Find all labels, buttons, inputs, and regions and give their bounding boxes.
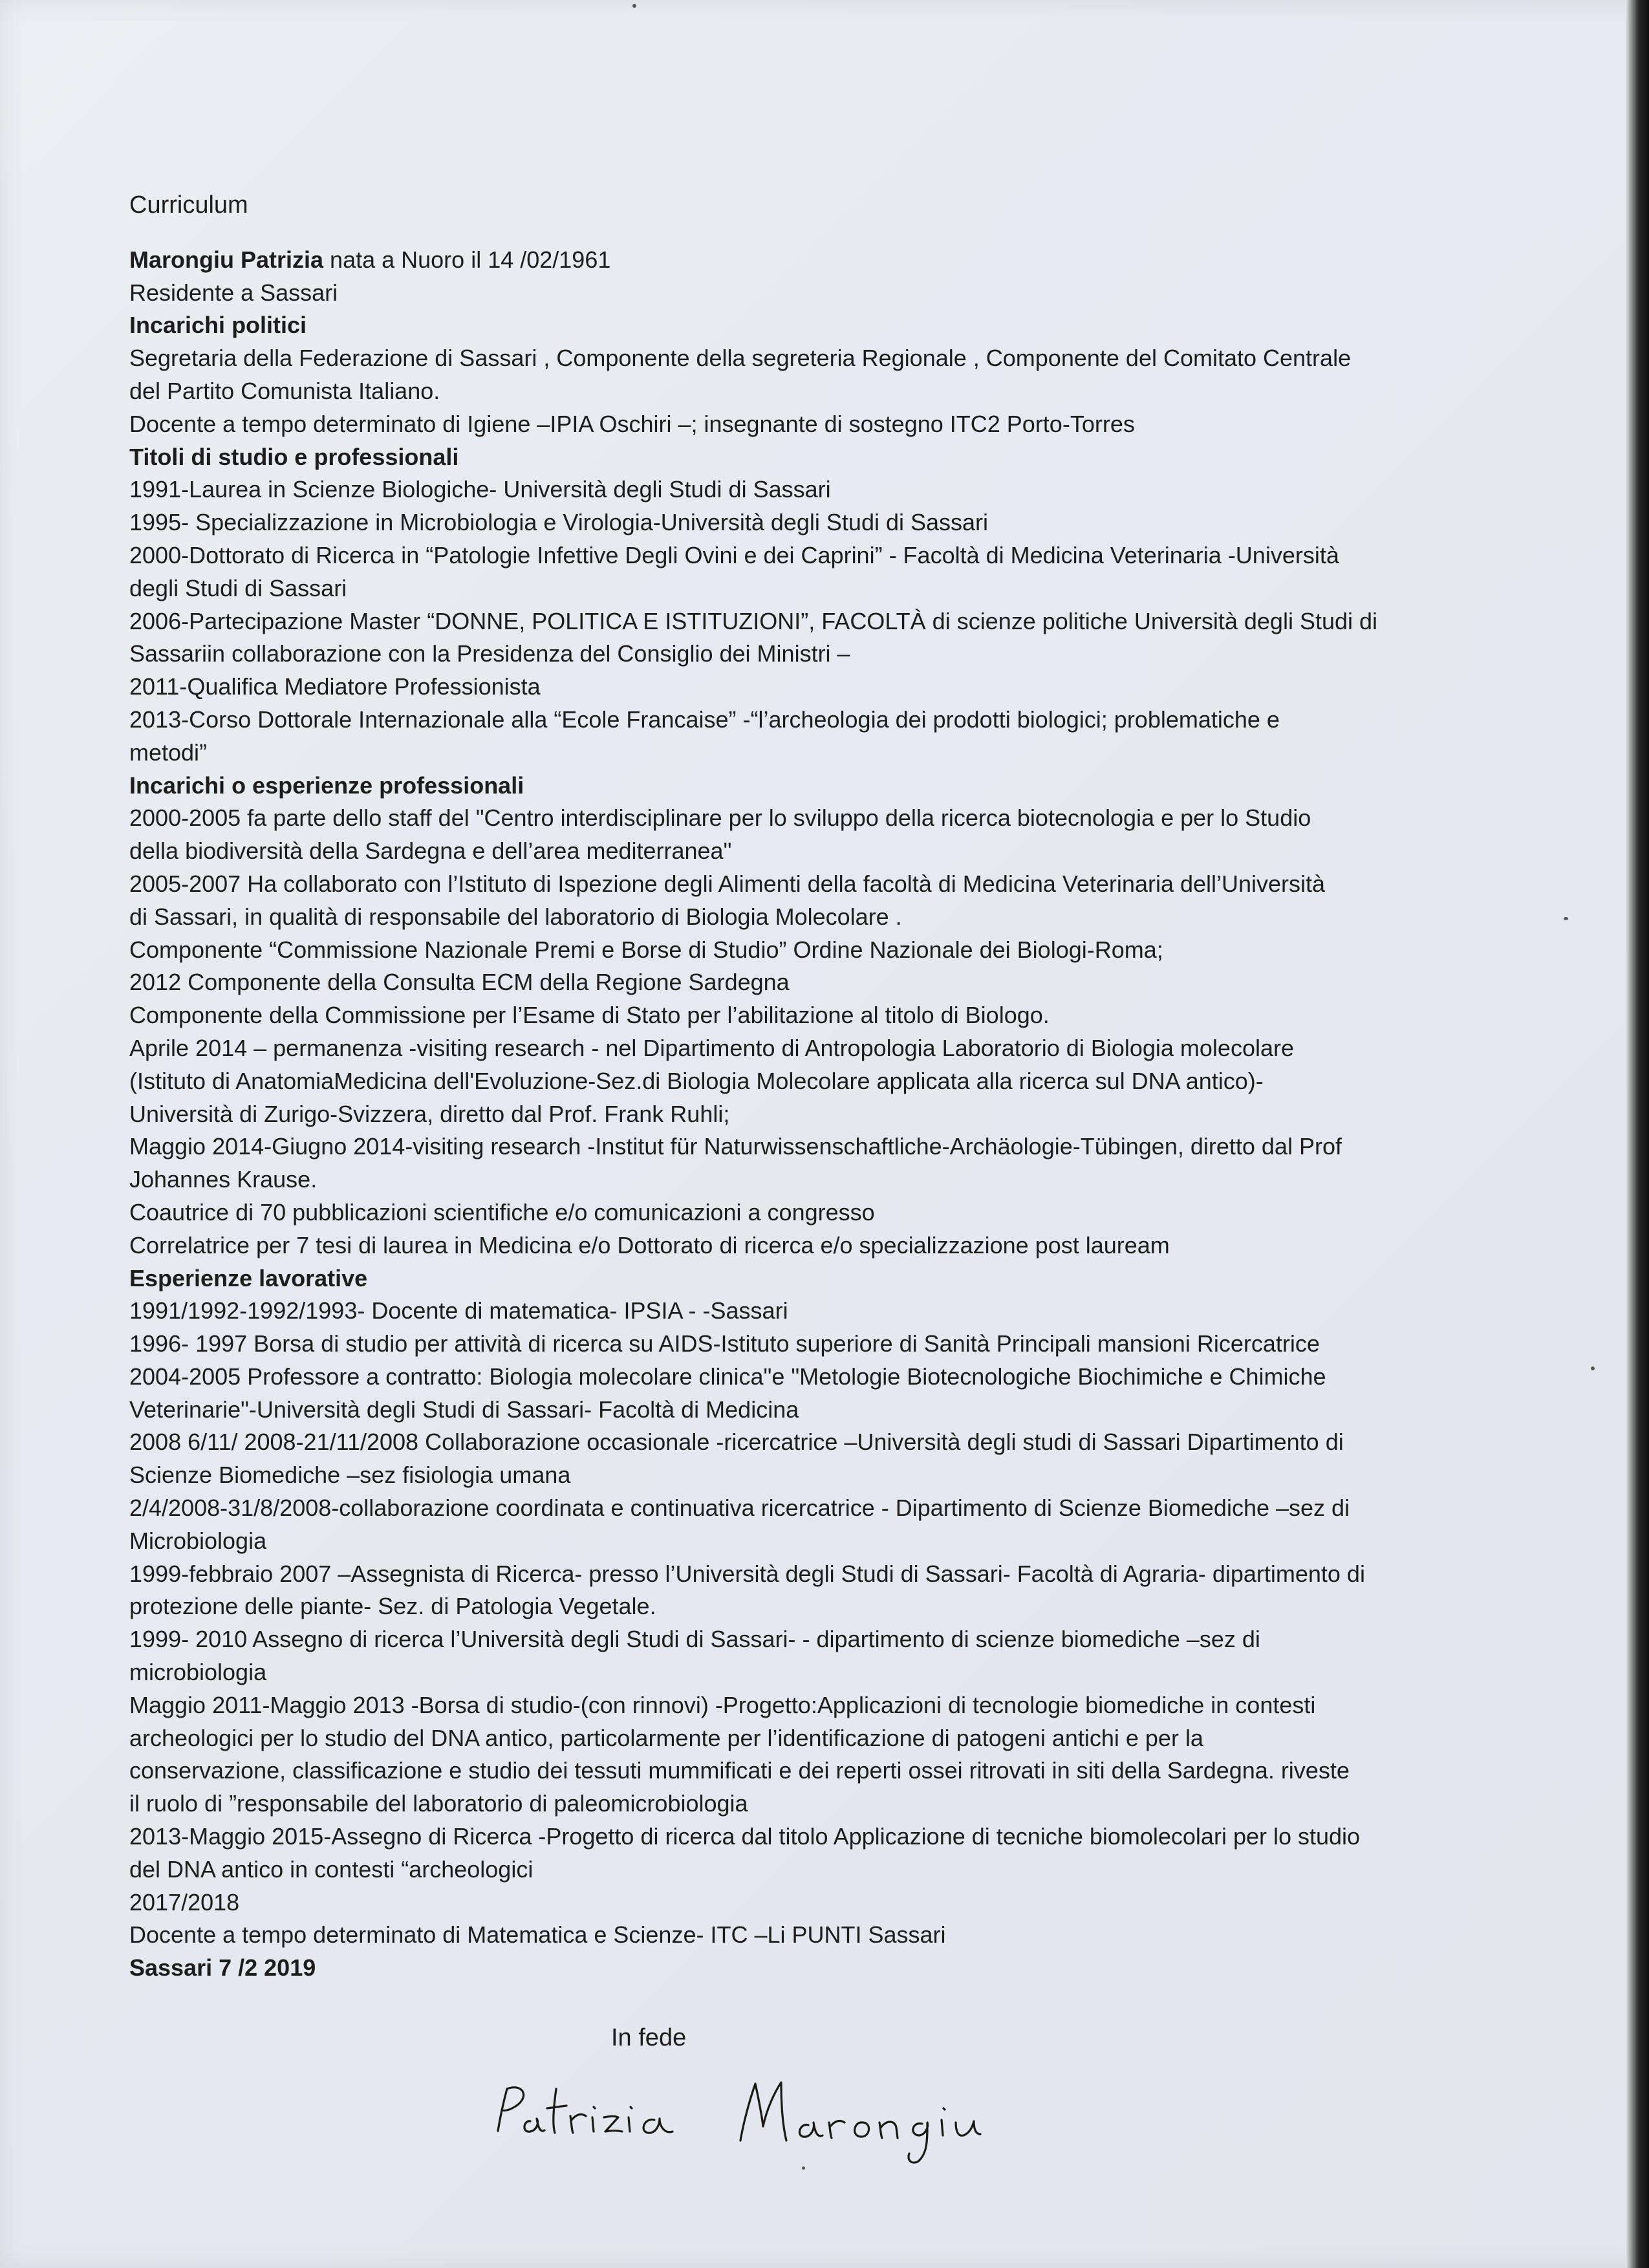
section-line: Coautrice di 70 pubblicazioni scientifiche e/o comunicazioni a congresso (129, 1198, 875, 1226)
section-line: 1991-Laurea in Scienze Biologiche- Università degli Studi di Sassari (129, 476, 831, 503)
section-line: 2013-Corso Dottorale Internazionale alla “Ecole Francaise” -“l’archeologia dei prodotti biologici; problematiche e (129, 706, 1280, 733)
section-line: 2000-2005 fa parte dello staff del "Centro interdisciplinare per lo sviluppo della ricerca biotecnologia e per lo Studio (129, 805, 1311, 832)
intro-name-line (129, 244, 1468, 277)
birth-info: nata a Nuoro il 14 /02/1961 (323, 246, 611, 273)
section-line: Docente a tempo determinato di Matematica e Scienze- ITC –Li PUNTI Sassari (129, 1921, 946, 1949)
section-line: Johannes Krause. (129, 1166, 318, 1193)
section-line: di Sassari, in qualità di responsabile del laboratorio di Biologia Molecolare . (129, 903, 902, 930)
section-heading: Incarichi o esperienze professionali (129, 772, 524, 799)
section-line: microbiologia (129, 1659, 267, 1686)
section-line: 2013-Maggio 2015-Assegno di Ricerca -Progetto di ricerca dal titolo Applicazione di tecniche biomolecolari per lo studio (129, 1823, 1361, 1850)
section-line: Università di Zurigo-Svizzera, diretto dal Prof. Frank Ruhli; (129, 1100, 730, 1127)
section-line: 2006-Partecipazione Master “DONNE, POLITICA E ISTITUZIONI”, FACOLTÀ di scienze politiche Università degli Studi di (129, 607, 1378, 634)
section-line: Segretaria della Federazione di Sassari , Componente della segreteria Regionale , Componente del Comitato Centrale (129, 345, 1352, 372)
section-line: il ruolo di ”responsabile del laboratorio di paleomicrobiologia (129, 1790, 748, 1817)
scan-edge (1626, 0, 1649, 2268)
section-line: 2/4/2008-31/8/2008-collaborazione coordinata e continuativa ricercatrice - Dipartimento di Scienze Biomediche –sez di (129, 1495, 1350, 1522)
section-line: Microbiologia (129, 1527, 267, 1554)
place-date-line: Sassari 7 /2 2019 (129, 1954, 316, 1982)
handwritten-signature (485, 2063, 1209, 2173)
section-line: 1999-febbraio 2007 –Assegnista di Ricerca- presso l’Università degli Studi di Sassari- Facoltà di Agraria- dipartimento di (129, 1560, 1365, 1587)
section-line: Correlatrice per 7 tesi di laurea in Medicina e/o Dottorato di ricerca e/o specializzazione post lauream (129, 1231, 1170, 1258)
section-line: Maggio 2011-Maggio 2013 -Borsa di studio-(con rinnovi) -Progetto:Applicazioni di tecnologie biomediche in contesti (129, 1691, 1316, 1718)
scan-speck (1564, 917, 1568, 920)
section-line: Aprile 2014 – permanenza -visiting research - nel Dipartimento di Antropologia Laboratorio di Biologia molecolare (129, 1034, 1295, 1061)
section-line: 2005-2007 Ha collaborato con l’Istituto di Ispezione degli Alimenti della facoltà di Medicina Veterinaria dell’Università (129, 870, 1326, 897)
section-line: (Istituto di AnatomiaMedicina dell'Evoluzione-Sez.di Biologia Molecolare applicata alla ricerca sul DNA antico)- (129, 1067, 1264, 1094)
section-line: del Partito Comunista Italiano. (129, 377, 440, 404)
section-heading: Esperienze lavorative (129, 1264, 368, 1291)
closing-text: In fede (611, 2024, 687, 2051)
section-line: Veterinarie"-Università degli Studi di Sassari- Facoltà di Medicina (129, 1396, 799, 1423)
section-line: del DNA antico in contesti “archeologici (129, 1855, 534, 1883)
residence-line: Residente a Sassari (129, 279, 338, 306)
section-line: protezione delle piante- Sez. di Patologia Vegetale. (129, 1593, 656, 1620)
document-title: Curriculum (129, 191, 248, 219)
section-heading: Titoli di studio e professionali (129, 443, 459, 470)
section-line: Sassariin collaborazione con la Presidenza del Consiglio dei Ministri – (129, 640, 850, 667)
section-line: 1996- 1997 Borsa di studio per attività di ricerca su AIDS-Istituto superiore di Sanità Principali mansioni Ricercatrice (129, 1330, 1320, 1357)
section-line: metodi” (129, 739, 208, 766)
section-line: Scienze Biomediche –sez fisiologia umana (129, 1462, 571, 1489)
section-line: archeologici per lo studio del DNA antico, particolarmente per l’identificazione di patogeni antichi e per la (129, 1724, 1203, 1751)
section-line: Docente a tempo determinato di Igiene –IPIA Oschiri –; insegnante di sostegno ITC2 Porto-Torres (129, 410, 1135, 437)
section-line: Componente della Commissione per l’Esame di Stato per l’abilitazione al titolo di Biologo. (129, 1002, 1050, 1029)
section-line: conservazione, classificazione e studio dei tessuti mummificati e dei reperti ossei ritrovati in siti della Sardegna. riveste (129, 1757, 1350, 1784)
section-line: Componente “Commissione Nazionale Premi e Borse di Studio” Ordine Nazionale dei Biologi-Roma; (129, 936, 1163, 963)
section-line: 2004-2005 Professore a contratto: Biologia molecolare clinica"e "Metologie Biotecnologiche Biochimiche e Chimiche (129, 1363, 1326, 1390)
curriculum-body (129, 189, 1468, 1985)
section-heading: Incarichi politici (129, 312, 307, 339)
section-line: Maggio 2014-Giugno 2014-visiting research -Institut für Naturwissenschaftliche-Archäologie-Tübingen, diretto dal Prof (129, 1133, 1342, 1160)
section-line: della biodiversità della Sardegna e dell’area mediterranea" (129, 837, 732, 865)
section-line: degli Studi di Sassari (129, 574, 347, 601)
person-name: Marongiu Patrizia (129, 246, 324, 273)
section-line: 2012 Componente della Consulta ECM della Regione Sardegna (129, 969, 790, 996)
section-line: 2008 6/11/ 2008-21/11/2008 Collaborazione occasionale -ricercatrice –Università degli studi di Sassari Dipartimento di (129, 1429, 1344, 1456)
scan-speck (632, 4, 636, 8)
section-line: 2000-Dottorato di Ricerca in “Patologie Infettive Degli Ovini e dei Caprini” - Facoltà di Medicina Veterinaria -Università (129, 541, 1339, 568)
scan-speck (1591, 1366, 1595, 1370)
section-line: 1999- 2010 Assegno di ricerca l’Università degli Studi di Sassari- - dipartimento di scienze biomediche –sez di (129, 1626, 1260, 1653)
section-line: 2011-Qualifica Mediatore Professionista (129, 673, 541, 700)
section-line: 1995- Specializzazione in Microbiologia e Virologia-Università degli Studi di Sassari (129, 509, 989, 536)
section-line: 1991/1992-1992/1993- Docente di matematica- IPSIA - -Sassari (129, 1297, 788, 1324)
section-line: 2017/2018 (129, 1888, 240, 1916)
